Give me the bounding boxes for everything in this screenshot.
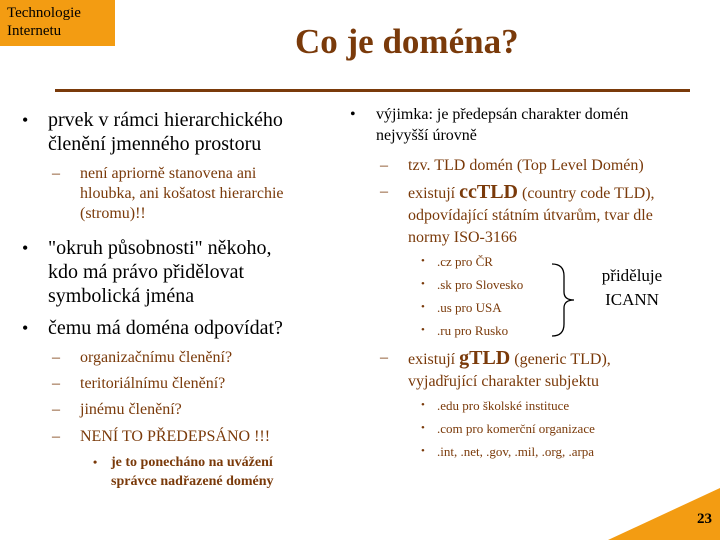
slide-title: Co je doména? [295, 22, 519, 61]
bullet-dot: • [421, 399, 425, 411]
bullet-dot: • [93, 455, 98, 469]
cc-item-1 [421, 275, 524, 294]
right-sub-3-line1 [408, 347, 611, 371]
right-sub-2 [380, 181, 655, 249]
left-bullet-2-line2: kdo má právo přidělovat [48, 261, 245, 283]
left-bullet-2 [22, 236, 272, 308]
left-bullet-3-sub-2 [52, 400, 182, 420]
right-sub-2-line2: odpovídající státním útvarům, tvar dle [408, 207, 653, 224]
left-bullet-1-sub [52, 164, 284, 224]
left-bullet-3-sub-0 [52, 348, 233, 368]
left-bullet-2-line3: symbolická jména [48, 285, 195, 307]
cctld-term: ccTLD [459, 181, 518, 203]
bullet-dot: • [421, 445, 425, 457]
right-bullet-1-line1: výjimka: je předepsán charakter domén [376, 106, 629, 123]
g-item-1 [421, 419, 595, 438]
left-note-line2: správce nadřazené domény [111, 474, 274, 489]
right-bullet-1-line2: nejvyšší úrovně [376, 127, 477, 144]
assigner-line2: ICANN [605, 290, 659, 309]
left-bullet-1-line1: prvek v rámci hierarchického [48, 109, 283, 131]
assigner-line1: přiděluje [601, 266, 663, 285]
left-note-line1: je to ponecháno na uvážení [111, 455, 273, 470]
left-bullet-1-sub-line1: není apriorně stanovena ani [80, 165, 257, 182]
dash-marker: – [52, 349, 60, 366]
left-bullet-3-text: čemu má doména odpovídat? [48, 317, 283, 339]
left-note [93, 453, 274, 491]
logo-line-2: Internetu [7, 23, 62, 39]
text-pre: existují [408, 351, 460, 368]
text-post: (generic TLD), [510, 351, 611, 368]
left-bullet-1-sub-line2: hloubka, ani košatost hierarchie [80, 185, 284, 202]
right-sub-3-line2: vyjadřující charakter subjektu [408, 373, 600, 390]
right-sub-2-line3: normy ISO-3166 [408, 229, 517, 246]
right-bullet-1 [350, 104, 629, 146]
g-item-text: .edu pro školské instituce [437, 398, 570, 413]
left-bullet-1 [22, 108, 283, 156]
bullet-dot: • [22, 318, 29, 338]
gtld-term: gTLD [459, 347, 511, 369]
left-bullet-3-sub-1 [52, 374, 226, 394]
dash-marker: – [380, 157, 388, 174]
cc-item-2 [421, 298, 502, 317]
g-item-2 [421, 442, 595, 461]
right-sub-3 [380, 347, 611, 393]
sub-item-text: teritoriálnímu členění? [80, 375, 226, 392]
left-bullet-1-line2: členění jmenného prostoru [48, 133, 262, 155]
assigner-note [582, 264, 682, 312]
logo-line-1: Technologie [7, 5, 81, 21]
dash-marker: – [52, 165, 60, 182]
cc-item-text: .cz pro ČR [437, 254, 493, 269]
g-item-text: .int, .net, .gov, .mil, .org, .arpa [437, 444, 595, 459]
title-divider [55, 89, 690, 92]
bullet-dot: • [421, 422, 425, 434]
page-number: 23 [697, 511, 712, 527]
curly-brace-icon [548, 262, 578, 338]
bullet-dot: • [421, 278, 425, 290]
left-bullet-3 [22, 316, 283, 340]
text-pre: existují [408, 185, 460, 202]
bullet-dot: • [22, 238, 29, 258]
bullet-dot: • [421, 324, 425, 336]
dash-marker: – [380, 183, 388, 200]
g-item-text: .com pro komerční organizace [437, 421, 595, 436]
cc-item-text: .sk pro Slovesko [437, 277, 524, 292]
dash-marker: – [52, 428, 60, 445]
left-bullet-3-sub-3 [52, 427, 271, 447]
dash-marker: – [380, 349, 388, 366]
sub-item-text: jinému členění? [80, 401, 182, 418]
course-logo [0, 0, 115, 46]
cc-item-text: .us pro USA [437, 300, 502, 315]
sub-item-text: NENÍ TO PŘEDEPSÁNO !!! [80, 428, 271, 445]
sub-item-text: organizačnímu členění? [80, 349, 233, 366]
left-bullet-2-line1: "okruh působnosti" někoho, [48, 237, 272, 259]
dash-marker: – [52, 375, 60, 392]
bullet-dot: • [421, 255, 425, 267]
right-sub-1-text: tzv. TLD domén (Top Level Domén) [408, 157, 644, 174]
bullet-dot: • [22, 110, 29, 130]
cc-item-text: .ru pro Rusko [437, 323, 509, 338]
dash-marker: – [52, 401, 60, 418]
bullet-dot: • [350, 106, 356, 123]
right-sub-2-line1 [408, 181, 655, 205]
text-post: (country code TLD), [518, 185, 655, 202]
cc-item-3 [421, 321, 509, 340]
cc-item-0 [421, 252, 493, 271]
bullet-dot: • [421, 301, 425, 313]
right-sub-1 [380, 155, 644, 177]
g-item-0 [421, 396, 570, 415]
left-bullet-1-sub-line3: (stromu)!! [80, 205, 146, 222]
